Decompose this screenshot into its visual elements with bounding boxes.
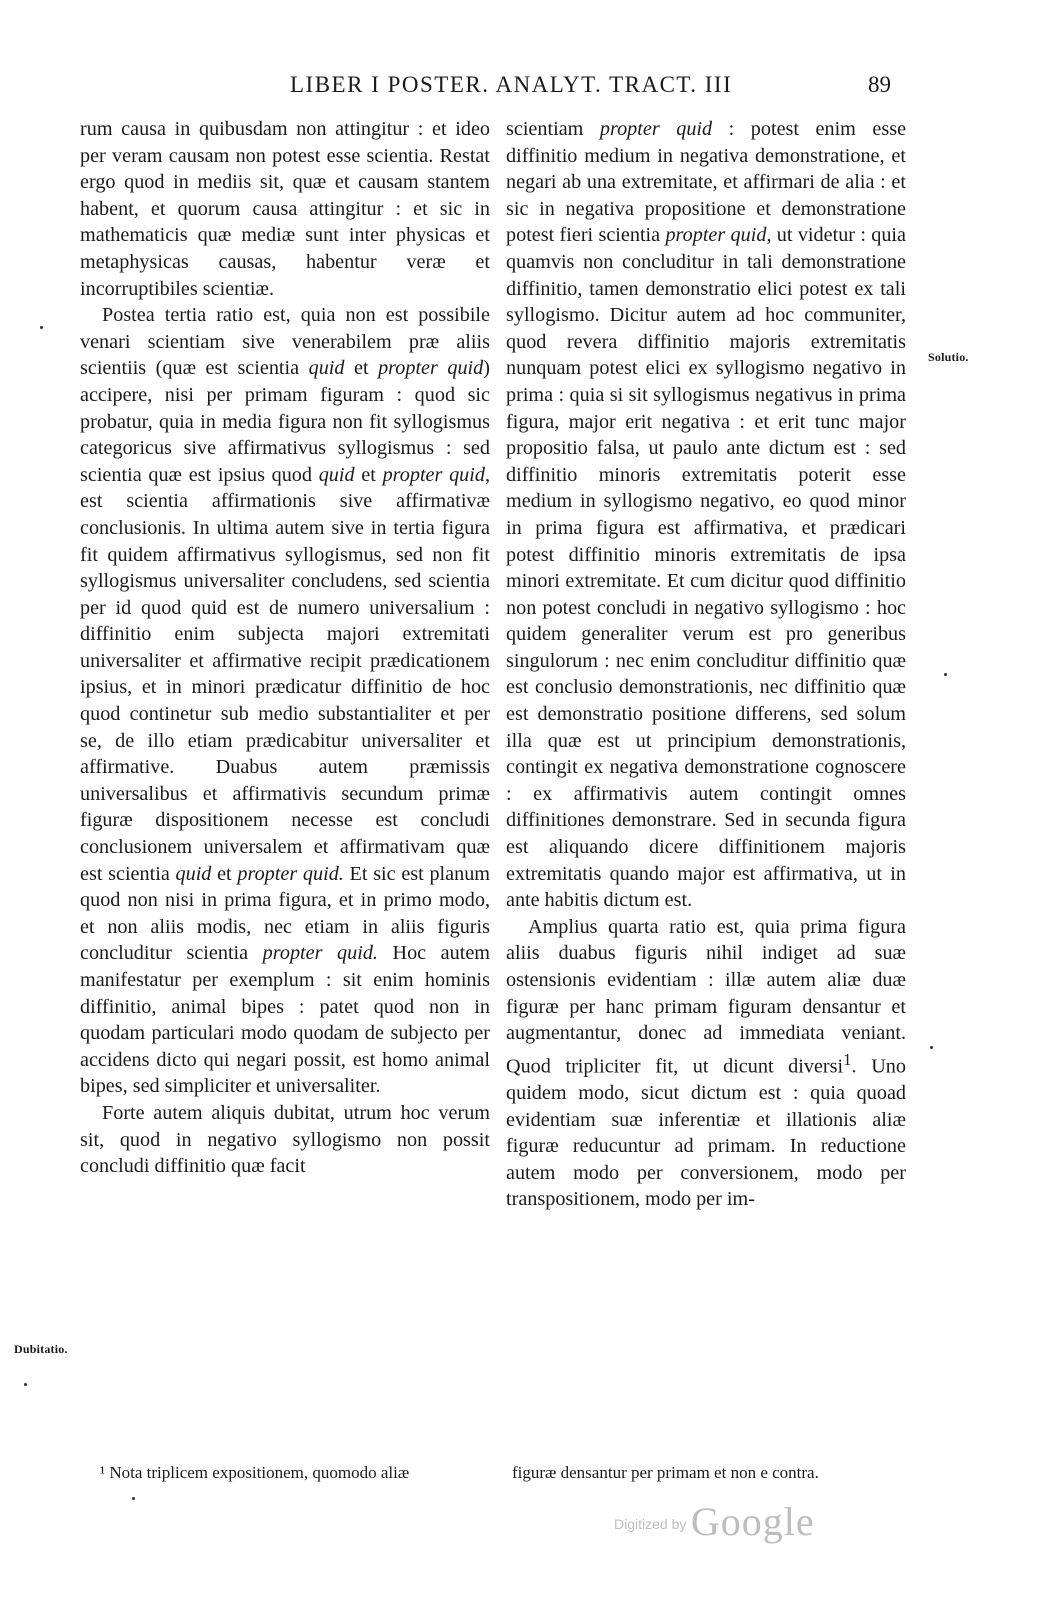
stray-mark bbox=[24, 1383, 27, 1386]
italic-term: quid bbox=[308, 357, 345, 380]
text-run: Et sic est planum quod non nisi in prima figura, et in primo modo, et non aliis modis, nec etiam in aliis figuris concluditur scientia bbox=[80, 862, 491, 965]
left-paragraph-3: Forte autem aliquis dubitat, utrum hoc verum sit, quod in negativo syllogismo non possit concludi diffinitio quæ facit bbox=[80, 1101, 490, 1178]
margin-note-dubitatio: Dubitatio. bbox=[14, 1342, 68, 1356]
text-run: , est scientia affirmationis sive affirmativæ conclusionis. In ultima autem sive in tertia figura fit quidem affirmativus syllogismus, sed non fit syllogismus universaliter concludens, sed scientia per id quod quid est de numero universalium : diffinitio enim subjecta majori extremitati universaliter et affirmative recipit prædicationem ipsius, et in minori prædicatur diffinitio de hoc quod continetur sub medio substantialiter et per se, de illo etiam prædicabitur universaliter et affirmative. Duabus autem præmissis universalibus et affirmativis secundum primæ figuræ dispositionem necesse est concludi conclusionem universalem et affirmativam quæ est scientia bbox=[80, 463, 491, 885]
stray-mark bbox=[40, 326, 43, 329]
footnote-left bbox=[100, 1462, 409, 1484]
stray-mark bbox=[944, 673, 947, 676]
text-run: Hoc autem manifestatur per exemplum : sit enim hominis diffinitio, animal bipes : patet quod non in quodam particulari modo quodam de subjecto per accidens dicto qui negari possit, est homo animal bipes, sed simpliciter et universaliter. bbox=[80, 942, 490, 1098]
footnote-right: figuræ densantur per primam et non e contra. bbox=[512, 1463, 819, 1482]
page-number: 89 bbox=[868, 72, 891, 97]
italic-term: propter quid. bbox=[262, 942, 378, 965]
digitized-prefix: Digitized by bbox=[614, 1516, 687, 1532]
stray-mark bbox=[132, 1497, 135, 1500]
text-run: . Uno quidem modo, sicut dictum est : quia quoad evidentiam suæ inferentiæ et illationis aliæ figuræ reducuntur ad primam. In reductione autem modo per conversionem, modo per transpositionem, modo per im- bbox=[506, 1055, 906, 1211]
text-run: Amplius quarta ratio est, quia prima figura aliis duabus figuris nihil indiget ad suæ ostensionis evidentiam : illæ autem aliæ duæ figuræ per hanc primam figuram densantur et augmentantur, donec ad immediata veniant. Quod tripliciter fit, ut dicunt diversi bbox=[506, 915, 906, 1078]
italic-term: propter quid bbox=[599, 118, 713, 140]
left-paragraph-2 bbox=[80, 302, 490, 1100]
italic-term: propter quid bbox=[665, 224, 767, 247]
stray-mark bbox=[930, 1046, 933, 1049]
footnote-text: Nota triplicem expositionem, quomodo aliæ bbox=[109, 1463, 410, 1482]
running-head bbox=[0, 72, 1054, 102]
italic-term: propter quid bbox=[378, 357, 484, 380]
text-run: et bbox=[354, 463, 383, 486]
left-column bbox=[80, 116, 490, 1180]
running-title: LIBER I POSTER. ANALYT. TRACT. III bbox=[290, 72, 733, 97]
italic-term: quid bbox=[318, 463, 355, 486]
footnote-reference: 1 bbox=[843, 1049, 852, 1069]
text-run: : potest enim esse diffinitio medium in negativa demonstratione, et negari ab una extremitate, et affirmari de alia : et sic in negativa propositione et demonstratione potest fieri scientia bbox=[506, 118, 907, 247]
footnote-mark: ¹ bbox=[100, 1463, 106, 1482]
right-column bbox=[506, 116, 906, 1213]
left-paragraph-1: rum causa in quibusdam non attingitur : et ideo per veram causam non potest esse scientia. Restat ergo quod in mediis sit, quæ et causam stantem habent, et quorum causa attingitur : et sic in mathematicis quæ mediæ sunt inter physicas et metaphysicas causas, habentur veræ et incorruptibiles scientiæ. bbox=[80, 118, 490, 300]
right-paragraph-1 bbox=[506, 116, 906, 914]
text-run: et bbox=[344, 357, 379, 380]
digitized-watermark bbox=[614, 1498, 815, 1548]
text-run: Postea tertia ratio est, quia non est possibile venari scientiam sive venerabilem præ aliis scientiis (quæ est scientia bbox=[80, 304, 490, 380]
text-run: ) accipere, nisi per primam figuram : quod sic probatur, quia in media figura non fit syllogismus categoricus sive affirmativus syllogismus : sed scientia quæ est ipsius quod bbox=[80, 357, 490, 486]
italic-term: propter quid bbox=[382, 463, 485, 486]
italic-term: propter quid. bbox=[237, 862, 344, 885]
right-paragraph-2 bbox=[506, 914, 906, 1213]
text-run: et bbox=[211, 862, 238, 885]
italic-term: quid bbox=[175, 862, 212, 885]
text-run: scientiam bbox=[506, 118, 600, 140]
margin-note-solutio: Solutio. bbox=[928, 350, 969, 364]
text-run: , ut videtur : quia quamvis non concluditur in tali demonstratione diffinitio, tamen demonstratio elici potest ex tali syllogismo. Dicitur autem ad hoc communiter, quod revera diffinitio majoris extremitatis nunquam potest elici ex syllogismo negativo in prima : quia si sit syllogismus negativus in prima figura, major erit negativa : et erit tunc major propositio falsa, ut paulo ante dictum est : sed diffinitio minoris extremitatis poterit esse medium in syllogismo negativo, eo quod minor in prima figura est affirmativa, et prædicari potest diffinitio minoris extremitatis de ipsa minori extremitate. Et cum dicitur quod diffinitio non potest concludi in negativo syllogismo : hoc quidem generaliter verum est pro generibus singulorum : nec enim concluditur diffinitio quæ est conclusio demonstrationis, nec diffinitio quæ est demonstratio positione differens, sed solum illa quæ est ut principium demonstrationis, contingit ex negativa demonstratione cognoscere : ex affirmativis autem contingit omnes diffinitiones demonstrare. Sed in secunda figura est aliquando dicere diffinitionem majoris extremitatis quando major est affirmativa, ut in ante habitis dictum est. bbox=[506, 224, 906, 912]
google-logo: Google bbox=[690, 1499, 815, 1544]
